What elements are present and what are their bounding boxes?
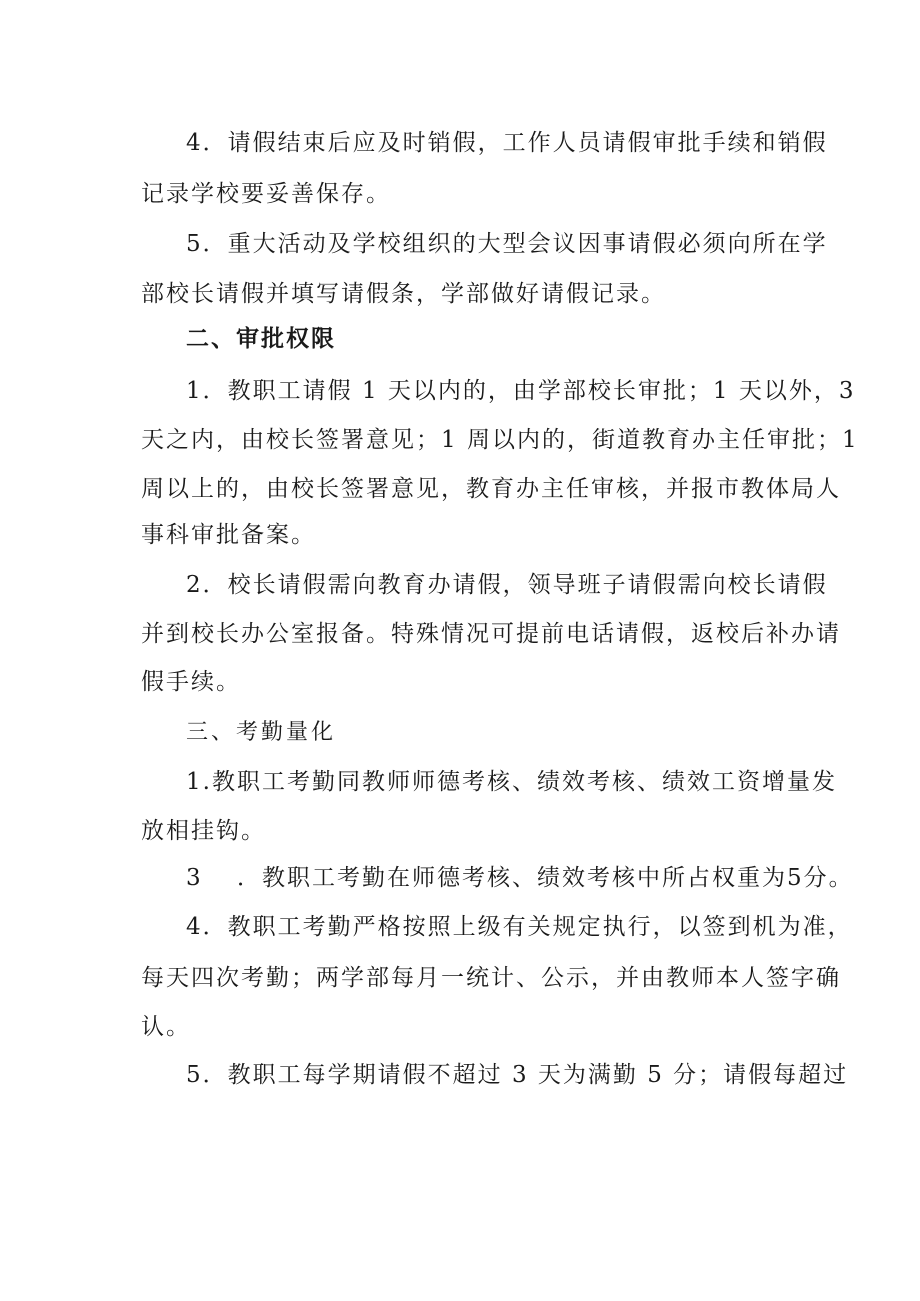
paragraph-line: 事科审批备案。 xyxy=(141,522,316,548)
paragraph-line: 天之内，由校长签署意见；1 周以内的，街道教育办主任审批；1 xyxy=(141,427,859,453)
paragraph-line: 1.教职工考勤同教师师德考核、绩效考核、绩效工资增量发 xyxy=(186,769,837,795)
paragraph-line: 周以上的，由校长签署意见，教育办主任审核，并报市教体局人 xyxy=(141,476,841,502)
section-heading: 三、考勤量化 xyxy=(186,720,337,745)
paragraph-line: 放相挂钩。 xyxy=(141,818,266,844)
paragraph-line: 5．教职工每学期请假不超过 3 天为满勤 5 分；请假每超过 xyxy=(186,1062,849,1088)
paragraph-line: 5．重大活动及学校组织的大型会议因事请假必须向所在学 xyxy=(186,231,828,257)
paragraph-line: 3 ．教职工考勤在师德考核、绩效考核中所占权重为5分。 xyxy=(186,865,854,891)
paragraph-line: 4．教职工考勤严格按照上级有关规定执行，以签到机为准， xyxy=(186,914,853,940)
paragraph-line: 记录学校要妥善保存。 xyxy=(141,181,391,207)
paragraph-line: 部校长请假并填写请假条，学部做好请假记录。 xyxy=(141,281,666,307)
paragraph-line: 假手续。 xyxy=(141,669,241,695)
paragraph-line: 2．校长请假需向教育办请假，领导班子请假需向校长请假 xyxy=(186,572,828,598)
paragraph-line: 每天四次考勤；两学部每月一统计、公示，并由教师本人签字确 xyxy=(141,965,841,991)
paragraph-line: 1．教职工请假 1 天以内的，由学部校长审批；1 天以外，3 xyxy=(186,378,856,404)
paragraph-line: 并到校长办公室报备。特殊情况可提前电话请假，返校后补办请 xyxy=(141,621,841,647)
paragraph-line: 认。 xyxy=(141,1014,191,1040)
section-heading: 二、审批权限 xyxy=(186,326,336,352)
paragraph-line: 4．请假结束后应及时销假，工作人员请假审批手续和销假 xyxy=(186,130,828,156)
